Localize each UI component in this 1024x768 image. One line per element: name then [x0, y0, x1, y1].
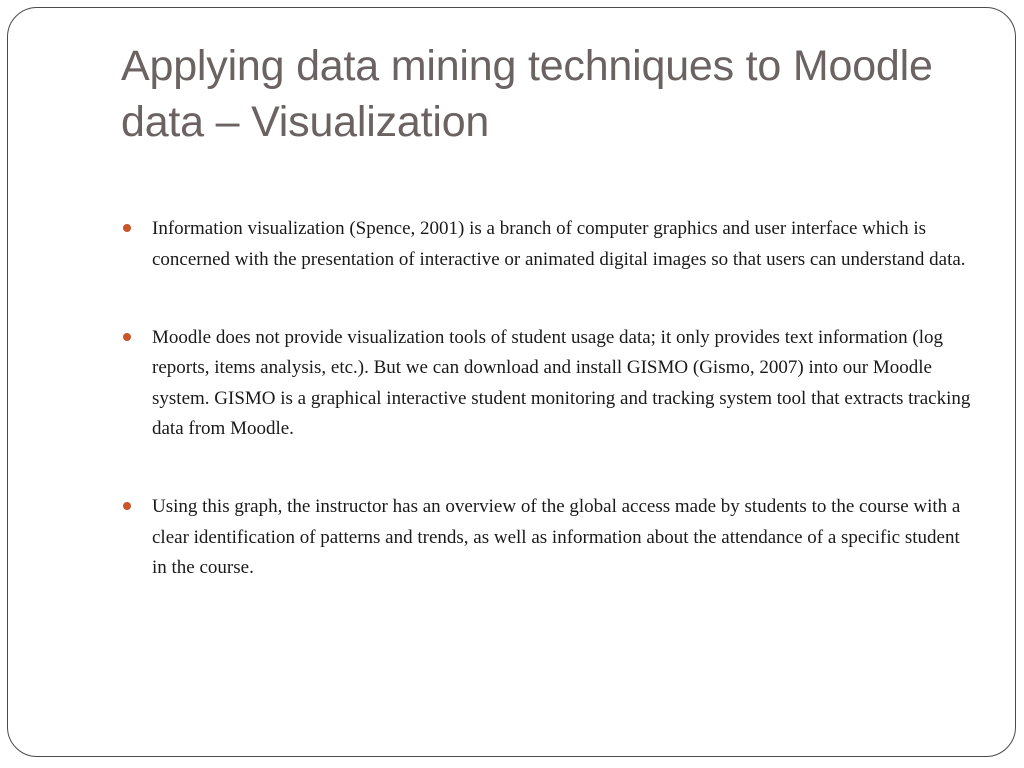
bullet-text: Moodle does not provide visualization tools of student usage data; it only provides text information (log reports, items analysis, etc.). But we can download and install GISMO (Gismo, 2007) into our Moodle system. GISMO is a graphical interactive student monitoring and tracking system tool that extracts tracking data from Moodle. — [152, 326, 971, 439]
bullet-dot-icon — [123, 224, 131, 232]
slide-title: Applying data mining techniques to Moodle data – Visualization — [121, 42, 933, 146]
bullet-spacer — [121, 462, 971, 493]
bullet-dot-icon — [123, 333, 131, 341]
bullet-text: Using this graph, the instructor has an overview of the global access made by students to the course with a clear identification of patterns and trends, as well as information about the attendance of a specific student in the course. — [152, 496, 961, 578]
slide-frame — [7, 7, 1016, 757]
bullet-dot-icon — [123, 502, 131, 510]
bullet-item — [121, 323, 971, 445]
bullet-list — [121, 214, 971, 601]
bullet-spacer — [121, 292, 971, 323]
bullet-item — [121, 214, 971, 275]
bullet-text: Information visualization (Spence, 2001) is a branch of computer graphics and user interface which is concerned with the presentation of interactive or animated digital images so that users can understand data. — [152, 218, 966, 270]
bullet-item — [121, 492, 971, 584]
